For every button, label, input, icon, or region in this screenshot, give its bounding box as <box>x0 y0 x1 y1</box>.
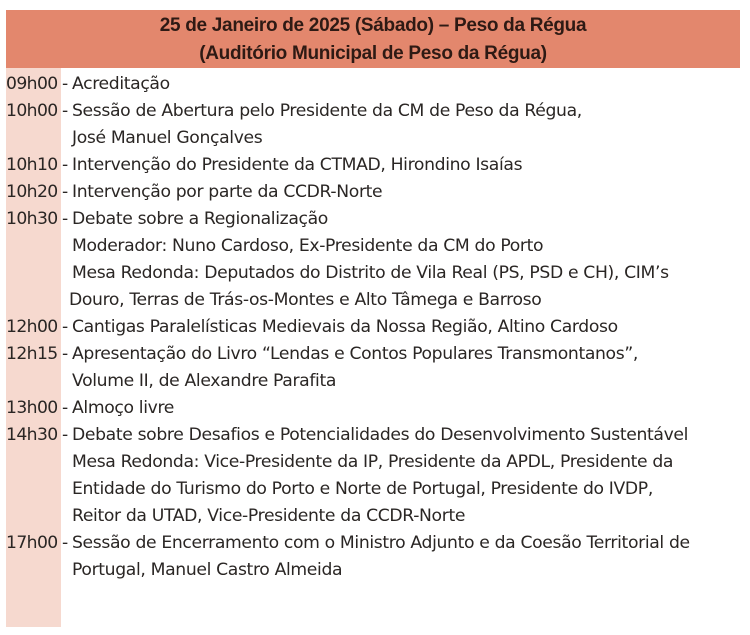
agenda-time: 14h30 <box>6 425 58 445</box>
agenda-item <box>6 179 746 206</box>
agenda-time: 10h00 <box>6 101 58 121</box>
agenda-item <box>6 71 746 98</box>
agenda-time: 10h30 <box>6 209 58 229</box>
time-separator: - <box>62 398 68 418</box>
time-separator: - <box>62 317 68 337</box>
agenda-description: Cantigas Paralelísticas Medievais da Nossa Região, Altino Cardoso <box>72 317 618 337</box>
agenda-item-continuation <box>6 476 746 503</box>
header-date-location: 25 de Janeiro de 2025 (Sábado) – Peso da Régua <box>159 15 587 36</box>
agenda-description: Apresentação do Livro “Lendas e Contos Populares Transmontanos”, <box>72 344 638 364</box>
agenda-item-continuation <box>6 368 746 395</box>
agenda-item-continuation <box>6 557 746 584</box>
agenda-description: Volume II, de Alexandre Parafita <box>72 371 337 391</box>
agenda-description: Intervenção por parte da CCDR-Norte <box>72 182 383 202</box>
agenda-round-table: Mesa Redonda: Deputados do Distrito de Vila Real (PS, PSD e CH), CIM’s <box>72 263 669 283</box>
time-separator: - <box>62 209 68 229</box>
agenda-time: 12h00 <box>6 317 58 337</box>
agenda-item <box>6 395 746 422</box>
agenda-description: Douro, Terras de Trás-os-Montes e Alto Tâmega e Barroso <box>69 290 542 310</box>
agenda-item-continuation <box>6 503 746 530</box>
agenda-item <box>6 206 746 233</box>
agenda-description: Almoço livre <box>72 398 175 418</box>
agenda-description: Entidade do Turismo do Porto e Norte de Portugal, Presidente do IVDP, <box>72 479 653 499</box>
agenda-item-continuation <box>6 449 746 476</box>
agenda-item <box>6 98 746 125</box>
agenda-description: Debate sobre Desafios e Potencialidades do Desenvolvimento Sustentável <box>72 425 689 445</box>
agenda-item-continuation <box>6 260 746 287</box>
agenda-description: Portugal, Manuel Castro Almeida <box>72 560 343 580</box>
time-separator: - <box>62 155 68 175</box>
agenda-round-table: Mesa Redonda: Vice-Presidente da IP, Presidente da APDL, Presidente da <box>72 452 674 472</box>
agenda-description: Acreditação <box>72 74 170 94</box>
schedule-header <box>6 10 740 68</box>
time-separator: - <box>62 533 68 553</box>
time-separator: - <box>62 344 68 364</box>
agenda-time: 10h20 <box>6 182 58 202</box>
agenda-item <box>6 152 746 179</box>
agenda-time: 17h00 <box>6 533 58 553</box>
agenda-description: Reitor da UTAD, Vice-Presidente da CCDR-Norte <box>72 506 466 526</box>
agenda-item-continuation <box>6 125 746 152</box>
agenda-item <box>6 530 746 557</box>
agenda-item-continuation <box>6 287 746 314</box>
agenda-item <box>6 341 746 368</box>
agenda-time: 13h00 <box>6 398 58 418</box>
time-separator: - <box>62 74 68 94</box>
agenda-item-continuation <box>6 233 746 260</box>
agenda-description: José Manuel Gonçalves <box>72 128 263 148</box>
agenda-moderator: Moderador: Nuno Cardoso, Ex-Presidente da CM do Porto <box>72 236 544 256</box>
agenda-description: Debate sobre a Regionalização <box>72 209 328 229</box>
time-separator: - <box>62 425 68 445</box>
agenda-description: Sessão de Encerramento com o Ministro Adjunto e da Coesão Territorial de <box>72 533 690 553</box>
agenda-time: 10h10 <box>6 155 58 175</box>
agenda-description: Intervenção do Presidente da CTMAD, Hirondino Isaías <box>72 155 523 175</box>
agenda-list <box>6 71 746 584</box>
header-venue: (Auditório Municipal de Peso da Régua) <box>199 43 547 64</box>
time-separator: - <box>62 101 68 121</box>
agenda-time: 09h00 <box>6 74 58 94</box>
agenda-item <box>6 314 746 341</box>
agenda-description: Sessão de Abertura pelo Presidente da CM de Peso da Régua, <box>72 101 582 121</box>
agenda-item <box>6 422 746 449</box>
time-separator: - <box>62 182 68 202</box>
agenda-time: 12h15 <box>6 344 58 364</box>
